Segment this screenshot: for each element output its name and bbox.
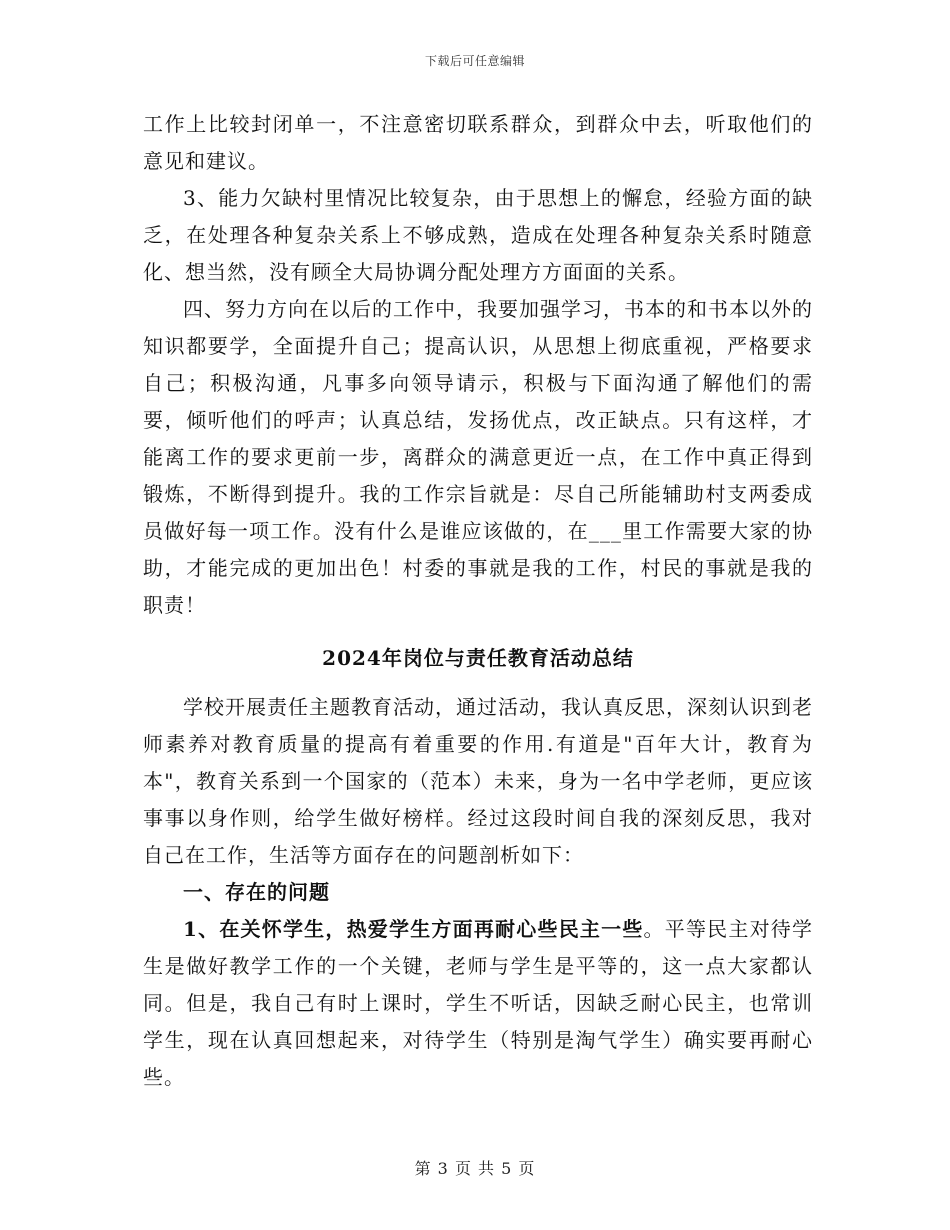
paragraph-care-students bbox=[143, 911, 813, 1096]
page-number: 第 3 页 共 5 页 bbox=[414, 1159, 536, 1178]
paragraph-direction: 四、努力方向在以后的工作中，我要加强学习，书本的和书本以外的知识都要学，全面提升自己；提高认识，从思想上彻底重视，严格要求自己；积极沟通，凡事多向领导请示，积极与下面沟通了解他们的需要，倾听他们的呼声；认真总结，发扬优点，改正缺点。只有这样，才能离工作的要求更前一步，离群众的满意更近一点，在工作中真正得到锻炼，不断得到提升。我的工作宗旨就是：尽自己所能辅助村支两委成员做好每一项工作。没有什么是谁应该做的，在___里工作需要大家的协助，才能完成的更加出色！村委的事就是我的工作，村民的事就是我的职责！ bbox=[143, 297, 813, 617]
paragraph-rest: 。平等民主对待学生是做好教学工作的一个关键，老师与学生是平等的，这一点大家都认同。但是，我自己有时上课时，学生不听话，因缺乏耐心民主，也常训学生，现在认真回想起来，对待学生（特别是淘气学生）确实要再耐心些。 bbox=[143, 917, 813, 1089]
section-heading-problems: 一、存在的问题 bbox=[183, 880, 330, 904]
paragraph-ability: 3、能力欠缺村里情况比较复杂，由于思想上的懈怠，经验方面的缺乏，在处理各种复杂关系上不够成熟，造成在处理各种复杂关系时随意化、想当然，没有顾全大局协调分配处理方方面面的关系。 bbox=[143, 186, 813, 284]
paragraph-intro: 学校开展责任主题教育活动，通过活动，我认真反思，深刻认识到老师素养对教育质量的提高有着重要的作用.有道是"百年大计，教育为本"，教育关系到一个国家的（范本）未来，身为一名中学老师，更应该事事以身作则，给学生做好榜样。经过这段时间自我的深刻反思，我对自己在工作，生活等方面存在的问题剖析如下： bbox=[143, 695, 813, 867]
paragraph-lead: 1、在关怀学生，热爱学生方面再耐心些民主一些 bbox=[183, 917, 644, 941]
document-body bbox=[143, 106, 813, 1096]
paragraph-continuation: 工作上比较封闭单一，不注意密切联系群众，到群众中去，听取他们的意见和建议。 bbox=[143, 112, 813, 173]
page-header: 下载后可任意编辑 bbox=[424, 54, 525, 68]
document-title: 2024年岗位与责任教育活动总结 bbox=[322, 646, 634, 670]
